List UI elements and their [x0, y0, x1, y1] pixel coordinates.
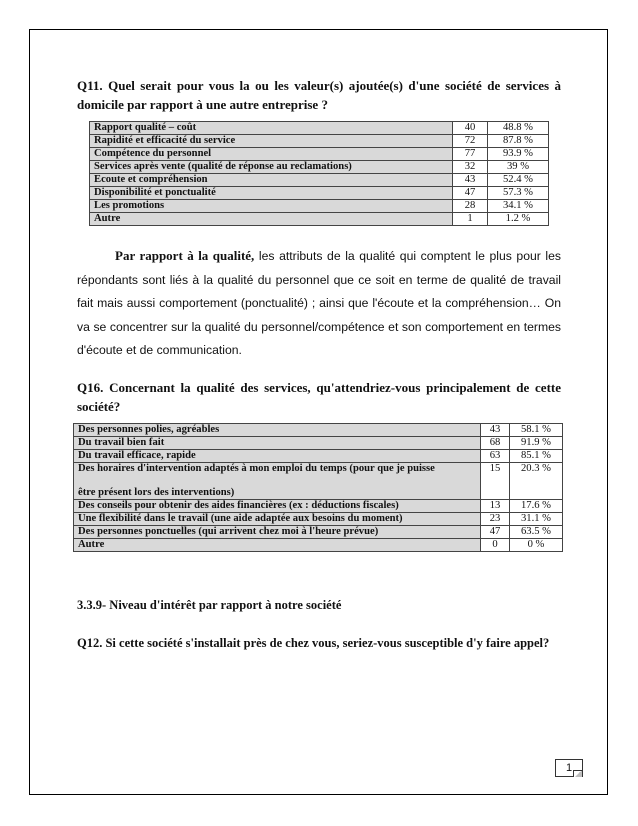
- table-row: [90, 135, 549, 148]
- row-label: Des conseils pour obtenir des aides financières (ex : déductions fiscales): [74, 500, 481, 513]
- question-q11: Q11. Quel serait pour vous la ou les valeur(s) ajoutée(s) d'une société de services à domicile par rapport à une autre entreprise ?: [77, 78, 561, 112]
- table-row: [90, 148, 549, 161]
- row-count: 15: [481, 463, 510, 500]
- table-row: [90, 213, 549, 226]
- row-percent: 91.9 %: [510, 437, 563, 450]
- row-percent: 58.1 %: [510, 424, 563, 437]
- row-percent: 17.6 %: [510, 500, 563, 513]
- table-row: [74, 526, 563, 539]
- row-label: Services après vente (qualité de réponse au reclamations): [90, 161, 453, 174]
- row-label: Des personnes polies, agréables: [74, 424, 481, 437]
- row-count: 32: [453, 161, 488, 174]
- row-count: 1: [453, 213, 488, 226]
- row-count: 28: [453, 200, 488, 213]
- row-percent: 20.3 %: [510, 463, 563, 500]
- table-row: [90, 200, 549, 213]
- table-row: [74, 513, 563, 526]
- row-label: Des personnes ponctuelles (qui arrivent chez moi à l'heure prévue): [74, 526, 481, 539]
- row-label: [74, 463, 481, 500]
- q11-response-table: [89, 121, 549, 226]
- row-count: 68: [481, 437, 510, 450]
- table-row: [90, 187, 549, 200]
- section-title: 3.3.9- Niveau d'intérêt par rapport à notre société: [77, 598, 342, 612]
- table-row: [74, 463, 563, 500]
- page-number: 1: [555, 759, 583, 777]
- row-label-line-2: être présent lors des interventions): [78, 487, 235, 498]
- analysis-paragraph: [77, 244, 561, 363]
- table-row: [90, 122, 549, 135]
- question-q12: Q12. Si cette société s'installait près de chez vous, seriez-vous susceptible d'y faire appel?: [77, 636, 550, 650]
- row-label: Autre: [74, 539, 481, 552]
- row-label-line-1: Des horaires d'intervention adaptés à mon emploi du temps (pour que je puisse: [78, 463, 435, 474]
- table-row: [74, 539, 563, 552]
- row-label: Autre: [90, 213, 453, 226]
- row-label: Disponibilité et ponctualité: [90, 187, 453, 200]
- row-label: Du travail efficace, rapide: [74, 450, 481, 463]
- row-count: 40: [453, 122, 488, 135]
- row-percent: 39 %: [488, 161, 549, 174]
- row-count: 43: [481, 424, 510, 437]
- row-count: 77: [453, 148, 488, 161]
- question-q16: Q16. Concernant la qualité des services, qu'attendriez-vous principalement de cette société?: [77, 380, 561, 414]
- table-row: [74, 424, 563, 437]
- row-percent: 87.8 %: [488, 135, 549, 148]
- table-row: [74, 437, 563, 450]
- row-label: Rapport qualité – coût: [90, 122, 453, 135]
- row-label: Les promotions: [90, 200, 453, 213]
- table-row: [90, 161, 549, 174]
- row-percent: 0 %: [510, 539, 563, 552]
- row-count: 72: [453, 135, 488, 148]
- row-percent: 85.1 %: [510, 450, 563, 463]
- row-label: Ecoute et compréhension: [90, 174, 453, 187]
- row-count: 63: [481, 450, 510, 463]
- row-percent: 34.1 %: [488, 200, 549, 213]
- table-row: [90, 174, 549, 187]
- q16-response-table: [73, 423, 563, 552]
- row-percent: 31.1 %: [510, 513, 563, 526]
- row-count: 47: [453, 187, 488, 200]
- row-label: Rapidité et efficacité du service: [90, 135, 453, 148]
- row-label: Du travail bien fait: [74, 437, 481, 450]
- row-count: 0: [481, 539, 510, 552]
- row-count: 47: [481, 526, 510, 539]
- table-row: [74, 450, 563, 463]
- row-percent: 93.9 %: [488, 148, 549, 161]
- row-percent: 52.4 %: [488, 174, 549, 187]
- paragraph-lead: Par rapport à la qualité,: [115, 248, 255, 263]
- row-percent: 1.2 %: [488, 213, 549, 226]
- row-percent: 57.3 %: [488, 187, 549, 200]
- row-count: 43: [453, 174, 488, 187]
- row-percent: 63.5 %: [510, 526, 563, 539]
- paragraph-text: les attributs de la qualité qui comptent le plus pour les répondants sont liés à la qualité du personnel que ce soit en terme de qualité de travail fait mais aussi comportement (ponctualité) ; ainsi que l'écoute et la compréhension… On va se concentrer sur la qualité du personnel/compétence et son comportement en termes d'écoute et de communication.: [77, 249, 561, 357]
- table-row: [74, 500, 563, 513]
- row-count: 13: [481, 500, 510, 513]
- page-corner-fold-icon: [573, 770, 582, 777]
- row-count: 23: [481, 513, 510, 526]
- row-percent: 48.8 %: [488, 122, 549, 135]
- row-label: Compétence du personnel: [90, 148, 453, 161]
- row-label: Une flexibilité dans le travail (une aide adaptée aux besoins du moment): [74, 513, 481, 526]
